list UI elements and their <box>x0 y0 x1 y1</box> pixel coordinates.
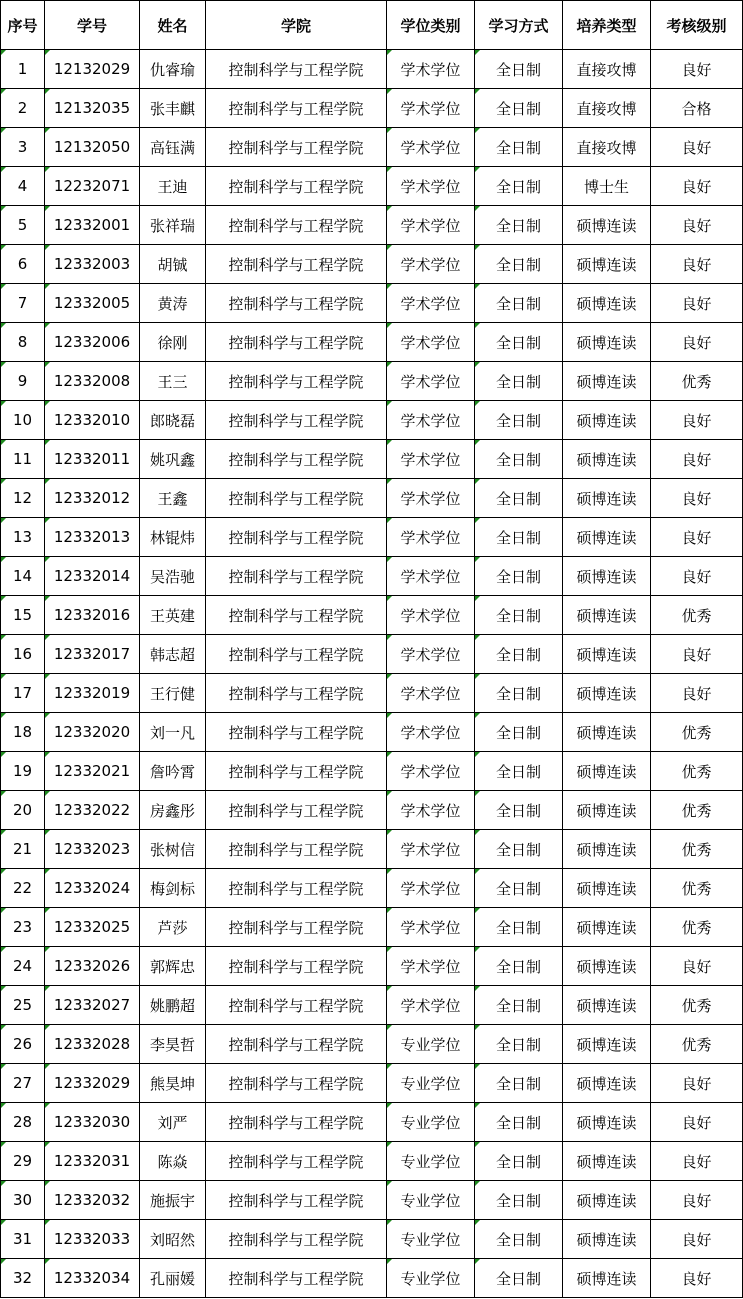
cell-training-type: 硕博连读 <box>563 830 651 869</box>
cell-study-mode: 全日制 <box>475 206 563 245</box>
cell-school: 控制科学与工程学院 <box>206 869 387 908</box>
cell-index: 6 <box>1 245 45 284</box>
cell-assessment-level: 优秀 <box>651 713 743 752</box>
cell-index: 10 <box>1 401 45 440</box>
cell-student-id: 12332020 <box>45 713 140 752</box>
table-row <box>1 401 743 440</box>
cell-degree-type: 学术学位 <box>387 635 475 674</box>
cell-degree-type: 学术学位 <box>387 557 475 596</box>
cell-assessment-level: 良好 <box>651 479 743 518</box>
cell-index: 8 <box>1 323 45 362</box>
cell-school: 控制科学与工程学院 <box>206 1103 387 1142</box>
cell-degree-type: 学术学位 <box>387 791 475 830</box>
table-body <box>1 50 743 1298</box>
cell-student-id: 12332030 <box>45 1103 140 1142</box>
cell-degree-type: 学术学位 <box>387 713 475 752</box>
cell-student-id: 12332026 <box>45 947 140 986</box>
cell-school: 控制科学与工程学院 <box>206 830 387 869</box>
cell-study-mode: 全日制 <box>475 245 563 284</box>
table-row <box>1 1259 743 1298</box>
cell-student-id: 12332031 <box>45 1142 140 1181</box>
cell-assessment-level: 良好 <box>651 1259 743 1298</box>
table-row <box>1 1142 743 1181</box>
cell-study-mode: 全日制 <box>475 557 563 596</box>
cell-name: 姚巩鑫 <box>140 440 206 479</box>
cell-student-id: 12332021 <box>45 752 140 791</box>
cell-name: 孔丽媛 <box>140 1259 206 1298</box>
cell-student-id: 12332032 <box>45 1181 140 1220</box>
table-row <box>1 1181 743 1220</box>
cell-index: 24 <box>1 947 45 986</box>
cell-school: 控制科学与工程学院 <box>206 986 387 1025</box>
cell-school: 控制科学与工程学院 <box>206 401 387 440</box>
cell-student-id: 12332025 <box>45 908 140 947</box>
cell-degree-type: 学术学位 <box>387 167 475 206</box>
header-row <box>1 1 743 50</box>
cell-assessment-level: 良好 <box>651 128 743 167</box>
cell-training-type: 硕博连读 <box>563 986 651 1025</box>
cell-index: 18 <box>1 713 45 752</box>
cell-school: 控制科学与工程学院 <box>206 1181 387 1220</box>
table-row <box>1 206 743 245</box>
cell-degree-type: 学术学位 <box>387 596 475 635</box>
table-row <box>1 50 743 89</box>
cell-name: 王行健 <box>140 674 206 713</box>
table-row <box>1 908 743 947</box>
cell-student-id: 12332028 <box>45 1025 140 1064</box>
cell-assessment-level: 优秀 <box>651 830 743 869</box>
table-row <box>1 440 743 479</box>
cell-degree-type: 学术学位 <box>387 986 475 1025</box>
cell-index: 5 <box>1 206 45 245</box>
cell-index: 31 <box>1 1220 45 1259</box>
table-row <box>1 362 743 401</box>
cell-school: 控制科学与工程学院 <box>206 908 387 947</box>
cell-index: 21 <box>1 830 45 869</box>
cell-name: 刘一凡 <box>140 713 206 752</box>
table-row <box>1 89 743 128</box>
cell-student-id: 12132035 <box>45 89 140 128</box>
cell-name: 王迪 <box>140 167 206 206</box>
cell-assessment-level: 优秀 <box>651 752 743 791</box>
cell-index: 29 <box>1 1142 45 1181</box>
cell-study-mode: 全日制 <box>475 362 563 401</box>
cell-name: 李昊哲 <box>140 1025 206 1064</box>
cell-name: 林锟炜 <box>140 518 206 557</box>
cell-student-id: 12332006 <box>45 323 140 362</box>
cell-school: 控制科学与工程学院 <box>206 1142 387 1181</box>
cell-degree-type: 专业学位 <box>387 1142 475 1181</box>
cell-index: 27 <box>1 1064 45 1103</box>
cell-name: 王三 <box>140 362 206 401</box>
cell-index: 2 <box>1 89 45 128</box>
cell-assessment-level: 良好 <box>651 206 743 245</box>
cell-degree-type: 学术学位 <box>387 752 475 791</box>
header-name: 姓名 <box>140 1 206 50</box>
cell-index: 13 <box>1 518 45 557</box>
header-school: 学院 <box>206 1 387 50</box>
header-training-type: 培养类型 <box>563 1 651 50</box>
cell-degree-type: 专业学位 <box>387 1181 475 1220</box>
cell-degree-type: 学术学位 <box>387 869 475 908</box>
cell-training-type: 硕博连读 <box>563 1103 651 1142</box>
cell-degree-type: 学术学位 <box>387 89 475 128</box>
table-row <box>1 791 743 830</box>
cell-school: 控制科学与工程学院 <box>206 752 387 791</box>
cell-assessment-level: 良好 <box>651 518 743 557</box>
cell-assessment-level: 优秀 <box>651 362 743 401</box>
cell-name: 梅剑标 <box>140 869 206 908</box>
cell-degree-type: 学术学位 <box>387 323 475 362</box>
cell-student-id: 12332011 <box>45 440 140 479</box>
cell-student-id: 12332003 <box>45 245 140 284</box>
cell-training-type: 硕博连读 <box>563 518 651 557</box>
cell-training-type: 硕博连读 <box>563 947 651 986</box>
cell-name: 芦莎 <box>140 908 206 947</box>
cell-training-type: 硕博连读 <box>563 713 651 752</box>
cell-training-type: 硕博连读 <box>563 596 651 635</box>
cell-school: 控制科学与工程学院 <box>206 284 387 323</box>
cell-study-mode: 全日制 <box>475 1064 563 1103</box>
cell-assessment-level: 优秀 <box>651 596 743 635</box>
cell-assessment-level: 良好 <box>651 167 743 206</box>
table-row <box>1 245 743 284</box>
cell-training-type: 硕博连读 <box>563 1142 651 1181</box>
table-row <box>1 518 743 557</box>
cell-training-type: 硕博连读 <box>563 557 651 596</box>
cell-study-mode: 全日制 <box>475 1259 563 1298</box>
cell-degree-type: 学术学位 <box>387 440 475 479</box>
cell-assessment-level: 优秀 <box>651 908 743 947</box>
cell-degree-type: 学术学位 <box>387 284 475 323</box>
cell-name: 仇睿瑜 <box>140 50 206 89</box>
cell-training-type: 硕博连读 <box>563 752 651 791</box>
cell-study-mode: 全日制 <box>475 791 563 830</box>
cell-training-type: 硕博连读 <box>563 791 651 830</box>
table-row <box>1 1064 743 1103</box>
cell-study-mode: 全日制 <box>475 947 563 986</box>
cell-name: 吴浩驰 <box>140 557 206 596</box>
cell-student-id: 12332033 <box>45 1220 140 1259</box>
cell-training-type: 硕博连读 <box>563 635 651 674</box>
header-degree-type: 学位类别 <box>387 1 475 50</box>
cell-training-type: 直接攻博 <box>563 89 651 128</box>
cell-name: 熊昊坤 <box>140 1064 206 1103</box>
header-study-mode: 学习方式 <box>475 1 563 50</box>
cell-study-mode: 全日制 <box>475 908 563 947</box>
cell-index: 15 <box>1 596 45 635</box>
cell-study-mode: 全日制 <box>475 440 563 479</box>
cell-degree-type: 专业学位 <box>387 1064 475 1103</box>
header-assessment-level: 考核级别 <box>651 1 743 50</box>
cell-training-type: 硕博连读 <box>563 440 651 479</box>
cell-student-id: 12332019 <box>45 674 140 713</box>
cell-name: 徐刚 <box>140 323 206 362</box>
cell-name: 胡铖 <box>140 245 206 284</box>
cell-degree-type: 学术学位 <box>387 128 475 167</box>
table-row <box>1 947 743 986</box>
cell-degree-type: 学术学位 <box>387 401 475 440</box>
cell-study-mode: 全日制 <box>475 830 563 869</box>
cell-training-type: 硕博连读 <box>563 1181 651 1220</box>
table-row <box>1 557 743 596</box>
cell-school: 控制科学与工程学院 <box>206 479 387 518</box>
cell-index: 9 <box>1 362 45 401</box>
cell-assessment-level: 优秀 <box>651 1025 743 1064</box>
cell-name: 陈焱 <box>140 1142 206 1181</box>
cell-study-mode: 全日制 <box>475 596 563 635</box>
cell-school: 控制科学与工程学院 <box>206 50 387 89</box>
cell-name: 韩志超 <box>140 635 206 674</box>
cell-training-type: 硕博连读 <box>563 284 651 323</box>
cell-index: 16 <box>1 635 45 674</box>
cell-school: 控制科学与工程学院 <box>206 440 387 479</box>
cell-student-id: 12332017 <box>45 635 140 674</box>
cell-student-id: 12332029 <box>45 1064 140 1103</box>
cell-student-id: 12332024 <box>45 869 140 908</box>
cell-assessment-level: 良好 <box>651 284 743 323</box>
cell-study-mode: 全日制 <box>475 401 563 440</box>
cell-assessment-level: 良好 <box>651 674 743 713</box>
cell-name: 詹吟霄 <box>140 752 206 791</box>
cell-student-id: 12332023 <box>45 830 140 869</box>
cell-school: 控制科学与工程学院 <box>206 1064 387 1103</box>
table-row <box>1 635 743 674</box>
cell-assessment-level: 良好 <box>651 557 743 596</box>
cell-training-type: 硕博连读 <box>563 869 651 908</box>
cell-index: 25 <box>1 986 45 1025</box>
cell-degree-type: 学术学位 <box>387 518 475 557</box>
cell-training-type: 硕博连读 <box>563 1064 651 1103</box>
table-row <box>1 1103 743 1142</box>
cell-school: 控制科学与工程学院 <box>206 518 387 557</box>
cell-name: 姚鹏超 <box>140 986 206 1025</box>
table-row <box>1 674 743 713</box>
table-row <box>1 323 743 362</box>
table-row <box>1 284 743 323</box>
cell-name: 张丰麒 <box>140 89 206 128</box>
table-row <box>1 167 743 206</box>
table-row <box>1 830 743 869</box>
cell-index: 12 <box>1 479 45 518</box>
cell-training-type: 硕博连读 <box>563 1220 651 1259</box>
table-row <box>1 713 743 752</box>
cell-training-type: 硕博连读 <box>563 674 651 713</box>
cell-degree-type: 学术学位 <box>387 674 475 713</box>
cell-assessment-level: 良好 <box>651 947 743 986</box>
cell-school: 控制科学与工程学院 <box>206 206 387 245</box>
table-row <box>1 1025 743 1064</box>
cell-index: 22 <box>1 869 45 908</box>
cell-index: 32 <box>1 1259 45 1298</box>
cell-student-id: 12332001 <box>45 206 140 245</box>
cell-index: 4 <box>1 167 45 206</box>
cell-assessment-level: 良好 <box>651 323 743 362</box>
cell-student-id: 12332016 <box>45 596 140 635</box>
cell-name: 黄涛 <box>140 284 206 323</box>
cell-index: 20 <box>1 791 45 830</box>
cell-training-type: 硕博连读 <box>563 908 651 947</box>
cell-study-mode: 全日制 <box>475 479 563 518</box>
cell-name: 王鑫 <box>140 479 206 518</box>
cell-assessment-level: 良好 <box>651 440 743 479</box>
cell-study-mode: 全日制 <box>475 323 563 362</box>
cell-student-id: 12232071 <box>45 167 140 206</box>
cell-school: 控制科学与工程学院 <box>206 1025 387 1064</box>
cell-assessment-level: 良好 <box>651 1181 743 1220</box>
cell-name: 郭辉忠 <box>140 947 206 986</box>
cell-training-type: 硕博连读 <box>563 245 651 284</box>
cell-training-type: 硕博连读 <box>563 323 651 362</box>
cell-index: 30 <box>1 1181 45 1220</box>
cell-school: 控制科学与工程学院 <box>206 713 387 752</box>
cell-school: 控制科学与工程学院 <box>206 674 387 713</box>
cell-name: 施振宇 <box>140 1181 206 1220</box>
cell-assessment-level: 良好 <box>651 1220 743 1259</box>
cell-school: 控制科学与工程学院 <box>206 1220 387 1259</box>
cell-study-mode: 全日制 <box>475 713 563 752</box>
cell-training-type: 硕博连读 <box>563 1025 651 1064</box>
cell-school: 控制科学与工程学院 <box>206 791 387 830</box>
header-student-id: 学号 <box>45 1 140 50</box>
cell-school: 控制科学与工程学院 <box>206 596 387 635</box>
cell-study-mode: 全日制 <box>475 167 563 206</box>
table-row <box>1 128 743 167</box>
table-row <box>1 986 743 1025</box>
table-row <box>1 1220 743 1259</box>
cell-study-mode: 全日制 <box>475 752 563 791</box>
cell-training-type: 硕博连读 <box>563 1259 651 1298</box>
cell-degree-type: 学术学位 <box>387 947 475 986</box>
cell-degree-type: 学术学位 <box>387 206 475 245</box>
cell-index: 19 <box>1 752 45 791</box>
cell-assessment-level: 良好 <box>651 1103 743 1142</box>
cell-study-mode: 全日制 <box>475 284 563 323</box>
cell-assessment-level: 优秀 <box>651 986 743 1025</box>
cell-training-type: 硕博连读 <box>563 479 651 518</box>
cell-degree-type: 学术学位 <box>387 362 475 401</box>
cell-assessment-level: 良好 <box>651 1142 743 1181</box>
cell-degree-type: 学术学位 <box>387 479 475 518</box>
cell-student-id: 12332034 <box>45 1259 140 1298</box>
cell-student-id: 12332027 <box>45 986 140 1025</box>
cell-school: 控制科学与工程学院 <box>206 245 387 284</box>
cell-training-type: 硕博连读 <box>563 401 651 440</box>
cell-school: 控制科学与工程学院 <box>206 947 387 986</box>
cell-student-id: 12332013 <box>45 518 140 557</box>
cell-student-id: 12132029 <box>45 50 140 89</box>
cell-student-id: 12332014 <box>45 557 140 596</box>
cell-study-mode: 全日制 <box>475 869 563 908</box>
cell-school: 控制科学与工程学院 <box>206 89 387 128</box>
cell-assessment-level: 良好 <box>651 50 743 89</box>
cell-degree-type: 专业学位 <box>387 1259 475 1298</box>
cell-study-mode: 全日制 <box>475 1025 563 1064</box>
cell-training-type: 直接攻博 <box>563 50 651 89</box>
cell-study-mode: 全日制 <box>475 1142 563 1181</box>
cell-assessment-level: 良好 <box>651 401 743 440</box>
cell-study-mode: 全日制 <box>475 518 563 557</box>
cell-school: 控制科学与工程学院 <box>206 635 387 674</box>
cell-study-mode: 全日制 <box>475 1220 563 1259</box>
cell-degree-type: 学术学位 <box>387 908 475 947</box>
cell-student-id: 12132050 <box>45 128 140 167</box>
cell-student-id: 12332012 <box>45 479 140 518</box>
cell-index: 28 <box>1 1103 45 1142</box>
cell-study-mode: 全日制 <box>475 1181 563 1220</box>
cell-study-mode: 全日制 <box>475 986 563 1025</box>
cell-degree-type: 学术学位 <box>387 50 475 89</box>
table-row <box>1 596 743 635</box>
cell-degree-type: 专业学位 <box>387 1220 475 1259</box>
cell-index: 11 <box>1 440 45 479</box>
cell-student-id: 12332010 <box>45 401 140 440</box>
cell-school: 控制科学与工程学院 <box>206 167 387 206</box>
cell-name: 郎晓磊 <box>140 401 206 440</box>
cell-school: 控制科学与工程学院 <box>206 323 387 362</box>
cell-study-mode: 全日制 <box>475 635 563 674</box>
cell-assessment-level: 良好 <box>651 1064 743 1103</box>
cell-school: 控制科学与工程学院 <box>206 362 387 401</box>
cell-index: 3 <box>1 128 45 167</box>
cell-study-mode: 全日制 <box>475 1103 563 1142</box>
cell-name: 刘严 <box>140 1103 206 1142</box>
cell-name: 王英建 <box>140 596 206 635</box>
cell-training-type: 硕博连读 <box>563 362 651 401</box>
cell-assessment-level: 合格 <box>651 89 743 128</box>
cell-training-type: 博士生 <box>563 167 651 206</box>
cell-name: 张祥瑞 <box>140 206 206 245</box>
cell-degree-type: 学术学位 <box>387 830 475 869</box>
cell-student-id: 12332005 <box>45 284 140 323</box>
cell-school: 控制科学与工程学院 <box>206 557 387 596</box>
cell-school: 控制科学与工程学院 <box>206 1259 387 1298</box>
cell-assessment-level: 优秀 <box>651 791 743 830</box>
cell-name: 高钰满 <box>140 128 206 167</box>
cell-study-mode: 全日制 <box>475 674 563 713</box>
cell-name: 房鑫彤 <box>140 791 206 830</box>
cell-degree-type: 专业学位 <box>387 1025 475 1064</box>
cell-index: 14 <box>1 557 45 596</box>
cell-student-id: 12332008 <box>45 362 140 401</box>
cell-training-type: 直接攻博 <box>563 128 651 167</box>
cell-degree-type: 学术学位 <box>387 245 475 284</box>
cell-school: 控制科学与工程学院 <box>206 128 387 167</box>
table-row <box>1 752 743 791</box>
cell-name: 张树信 <box>140 830 206 869</box>
cell-study-mode: 全日制 <box>475 89 563 128</box>
cell-study-mode: 全日制 <box>475 128 563 167</box>
cell-index: 26 <box>1 1025 45 1064</box>
cell-student-id: 12332022 <box>45 791 140 830</box>
cell-assessment-level: 良好 <box>651 245 743 284</box>
table-row <box>1 869 743 908</box>
cell-assessment-level: 良好 <box>651 635 743 674</box>
table-row <box>1 479 743 518</box>
cell-index: 7 <box>1 284 45 323</box>
cell-index: 1 <box>1 50 45 89</box>
header-index: 序号 <box>1 1 45 50</box>
cell-assessment-level: 优秀 <box>651 869 743 908</box>
cell-study-mode: 全日制 <box>475 50 563 89</box>
cell-index: 23 <box>1 908 45 947</box>
cell-name: 刘昭然 <box>140 1220 206 1259</box>
cell-training-type: 硕博连读 <box>563 206 651 245</box>
cell-degree-type: 专业学位 <box>387 1103 475 1142</box>
cell-index: 17 <box>1 674 45 713</box>
